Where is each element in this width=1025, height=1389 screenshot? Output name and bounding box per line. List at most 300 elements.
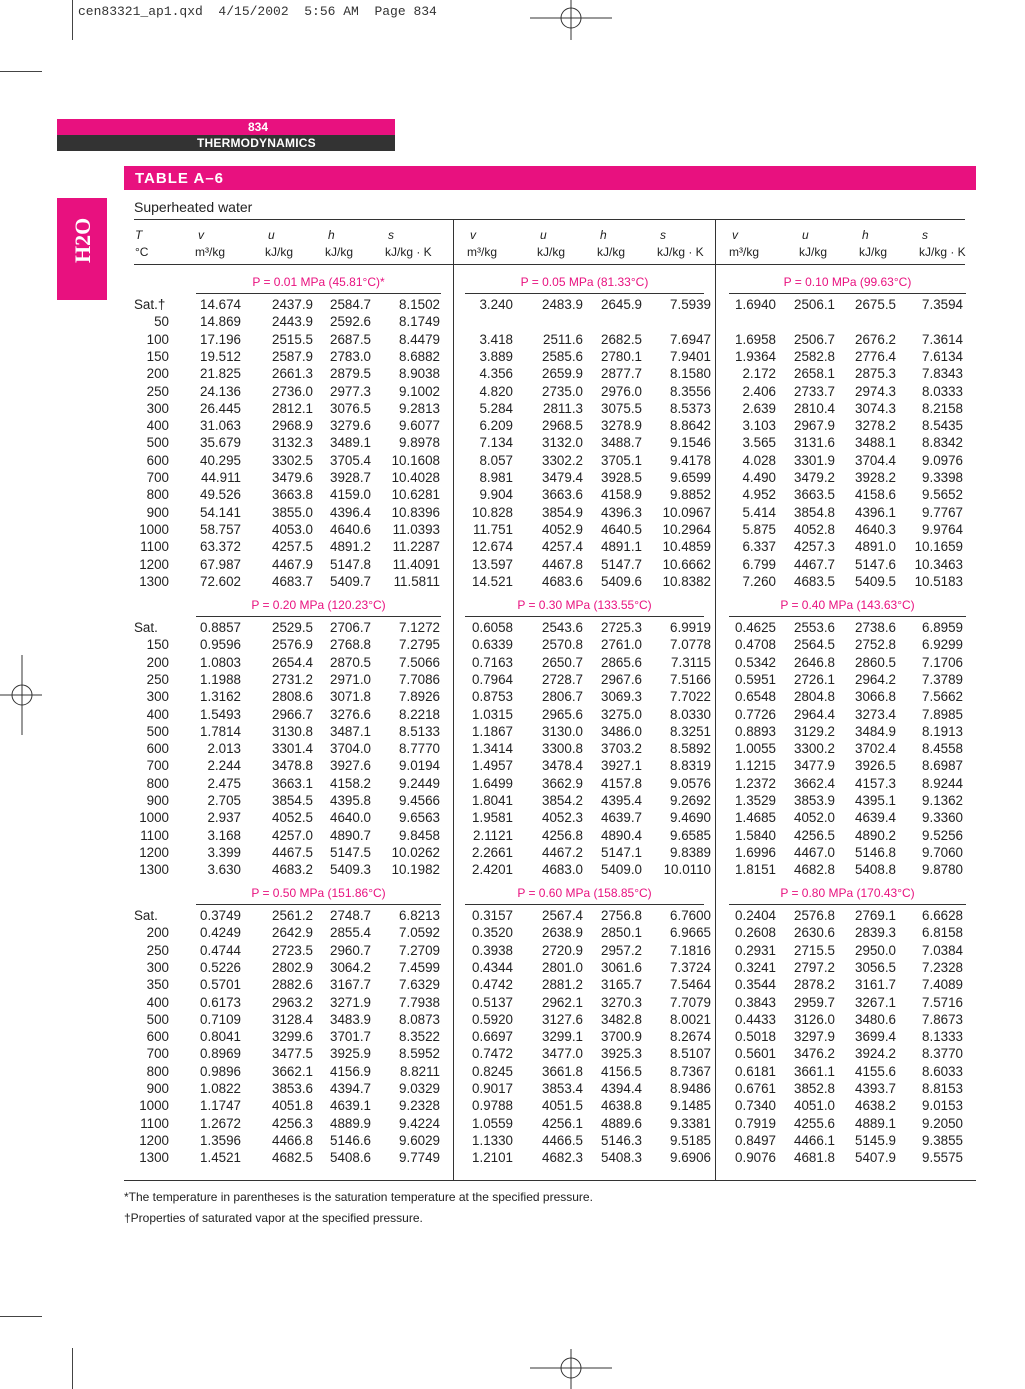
column-unit: kJ/kg bbox=[265, 245, 294, 259]
side-tab-label: H2O bbox=[70, 217, 95, 263]
value-cell: 2584.7 bbox=[330, 297, 371, 312]
value-cell: 4683.6 bbox=[542, 573, 583, 589]
value-cell: 2437.9 bbox=[272, 297, 313, 312]
value-cell: 4053.0 bbox=[272, 521, 313, 537]
value-cell: 8.6882 bbox=[399, 348, 440, 364]
value-cell: 9.3381 bbox=[670, 1115, 711, 1131]
value-cell: 9.4224 bbox=[399, 1115, 440, 1131]
value-cell: 8.3556 bbox=[670, 383, 711, 399]
value-cell: 8.2158 bbox=[922, 400, 963, 416]
value-cell: 3300.8 bbox=[542, 741, 583, 757]
value-cell: 0.3241 bbox=[735, 959, 776, 975]
temperature-cell: 250 bbox=[146, 942, 169, 958]
value-cell: 7.7086 bbox=[399, 671, 440, 687]
value-cell: 3301.9 bbox=[794, 452, 835, 468]
value-cell: 6.9299 bbox=[922, 637, 963, 653]
value-cell: 1.1215 bbox=[735, 758, 776, 774]
value-cell: 9.4566 bbox=[399, 793, 440, 808]
column-symbol: v bbox=[470, 228, 476, 242]
value-cell: 8.057 bbox=[479, 452, 513, 468]
value-cell: 10.8396 bbox=[391, 504, 440, 520]
value-cell: 1.0055 bbox=[735, 741, 776, 757]
value-cell: 4639.1 bbox=[330, 1098, 371, 1114]
value-cell: 3662.4 bbox=[794, 775, 835, 791]
value-cell: 2974.3 bbox=[855, 383, 896, 399]
value-cell: 3484.9 bbox=[855, 723, 896, 739]
value-cell: 0.3544 bbox=[735, 977, 776, 993]
value-cell: 0.3749 bbox=[200, 908, 241, 923]
value-cell: 6.337 bbox=[742, 539, 776, 555]
value-cell: 1.3162 bbox=[200, 689, 241, 705]
value-cell: 3703.2 bbox=[601, 741, 642, 757]
value-cell: 8.2674 bbox=[670, 1029, 711, 1045]
value-cell: 3066.8 bbox=[855, 689, 896, 705]
value-cell: 3477.5 bbox=[272, 1046, 313, 1062]
value-cell: 44.911 bbox=[201, 470, 241, 485]
value-cell: 4889.9 bbox=[330, 1115, 371, 1131]
value-cell: 0.9017 bbox=[472, 1081, 513, 1096]
value-cell: 3064.2 bbox=[330, 959, 371, 975]
value-cell: 2585.6 bbox=[542, 348, 583, 364]
value-cell: 1.5840 bbox=[735, 827, 776, 843]
value-cell: 4257.0 bbox=[272, 827, 313, 843]
value-cell: 0.5701 bbox=[200, 977, 241, 993]
value-cell: 3297.9 bbox=[794, 1029, 835, 1045]
value-cell: 3299.1 bbox=[542, 1029, 583, 1045]
value-cell: 5146.6 bbox=[330, 1132, 371, 1148]
value-cell: 9.7060 bbox=[922, 844, 963, 860]
column-unit: kJ/kg bbox=[799, 245, 828, 259]
value-cell: 9.904 bbox=[479, 487, 513, 503]
value-cell: 10.4028 bbox=[391, 470, 440, 485]
value-cell: 4890.4 bbox=[601, 827, 642, 843]
value-cell: 7.5066 bbox=[399, 654, 440, 670]
value-cell: 3854.5 bbox=[272, 793, 313, 808]
value-cell: 2706.7 bbox=[330, 620, 371, 635]
value-cell: 9.0194 bbox=[399, 758, 440, 774]
value-cell: 3267.1 bbox=[855, 994, 896, 1010]
value-cell: 3126.0 bbox=[794, 1011, 835, 1027]
value-cell: 2592.6 bbox=[330, 314, 371, 330]
value-cell: 4256.5 bbox=[794, 827, 835, 843]
value-cell: 2877.7 bbox=[601, 366, 642, 382]
value-cell: 4395.1 bbox=[855, 793, 896, 808]
value-cell: 4467.2 bbox=[542, 844, 583, 860]
value-cell: 5409.7 bbox=[330, 573, 371, 589]
value-cell: 0.6697 bbox=[472, 1029, 513, 1045]
value-cell: 10.8382 bbox=[662, 573, 711, 589]
value-cell: 2675.5 bbox=[855, 297, 896, 312]
value-cell: 2650.7 bbox=[542, 654, 583, 670]
crop-mark bbox=[0, 71, 42, 72]
value-cell: 2720.9 bbox=[542, 942, 583, 958]
value-cell: 6.8158 bbox=[922, 925, 963, 941]
value-cell: 5147.7 bbox=[601, 556, 642, 572]
value-cell: 0.6761 bbox=[735, 1081, 776, 1096]
value-cell: 4156.9 bbox=[330, 1063, 371, 1079]
column-symbol: v bbox=[198, 228, 204, 242]
value-cell: 8.5952 bbox=[399, 1046, 440, 1062]
value-cell: 2966.7 bbox=[272, 706, 313, 722]
value-cell: 4683.5 bbox=[794, 573, 835, 589]
value-cell: 3479.6 bbox=[272, 470, 313, 485]
footnote-2: †Properties of saturated vapor at the specified pressure. bbox=[124, 1211, 423, 1225]
value-cell: 10.3463 bbox=[914, 556, 963, 572]
value-cell: 8.0330 bbox=[670, 706, 711, 722]
column-symbol: v bbox=[732, 228, 738, 242]
value-cell: 3925.9 bbox=[330, 1046, 371, 1062]
value-cell: 0.7964 bbox=[472, 671, 513, 687]
value-cell: 3928.7 bbox=[330, 470, 371, 485]
value-cell: 4890.7 bbox=[330, 827, 371, 843]
value-cell: 2515.5 bbox=[272, 331, 313, 347]
value-cell: 1.1747 bbox=[200, 1098, 241, 1114]
value-cell: 0.9896 bbox=[200, 1063, 241, 1079]
value-cell: 2687.5 bbox=[330, 331, 371, 347]
value-cell: 6.8959 bbox=[922, 620, 963, 635]
value-cell: 4158.6 bbox=[855, 487, 896, 503]
value-cell: 4889.1 bbox=[855, 1115, 896, 1131]
table-title: TABLE A–6 bbox=[135, 170, 225, 187]
column-symbol: u bbox=[802, 228, 809, 242]
value-cell: 4052.8 bbox=[794, 521, 835, 537]
column-unit: kJ/kg bbox=[325, 245, 354, 259]
value-cell: 4683.2 bbox=[272, 862, 313, 878]
column-symbol: s bbox=[922, 228, 928, 242]
value-cell: 7.5662 bbox=[922, 689, 963, 705]
value-cell: 2731.2 bbox=[272, 671, 313, 687]
value-cell: 7.1816 bbox=[670, 942, 711, 958]
value-cell: 2783.0 bbox=[330, 348, 371, 364]
value-cell: 4891.1 bbox=[601, 539, 642, 555]
value-cell: 2776.4 bbox=[855, 348, 896, 364]
value-cell: 8.0333 bbox=[922, 383, 963, 399]
value-cell: 0.5226 bbox=[200, 959, 241, 975]
value-cell: 3479.2 bbox=[794, 470, 835, 485]
temperature-cell: 300 bbox=[146, 959, 169, 975]
value-cell: 7.260 bbox=[742, 573, 776, 589]
value-cell: 2812.1 bbox=[272, 400, 313, 416]
temperature-cell: 700 bbox=[146, 470, 169, 485]
value-cell: 0.8245 bbox=[472, 1063, 513, 1079]
value-cell: 3926.5 bbox=[855, 758, 896, 774]
temperature-cell: 500 bbox=[146, 723, 169, 739]
temperature-cell: 800 bbox=[146, 775, 169, 791]
pressure-header: P = 0.40 MPa (143.63°C) bbox=[780, 598, 915, 612]
value-cell: 0.5601 bbox=[735, 1046, 776, 1062]
value-cell: 4467.8 bbox=[542, 556, 583, 572]
value-cell: 4682.8 bbox=[794, 862, 835, 878]
value-cell: 11.4091 bbox=[392, 556, 440, 572]
value-cell: 26.445 bbox=[200, 400, 241, 416]
registration-mark-icon bbox=[0, 655, 42, 735]
value-cell: 2860.5 bbox=[855, 654, 896, 670]
value-cell: 2748.7 bbox=[330, 908, 371, 923]
value-cell: 13.597 bbox=[472, 556, 513, 572]
value-cell: 2582.8 bbox=[794, 348, 835, 364]
value-cell: 4052.9 bbox=[542, 521, 583, 537]
value-cell: 8.1333 bbox=[922, 1029, 963, 1045]
value-cell: 5.414 bbox=[742, 504, 776, 520]
value-cell: 4155.6 bbox=[855, 1063, 896, 1079]
value-cell: 1.5493 bbox=[200, 706, 241, 722]
value-cell: 9.8458 bbox=[399, 827, 440, 843]
pressure-header-rule bbox=[465, 293, 704, 294]
value-cell: 6.7600 bbox=[670, 908, 711, 923]
value-cell: 10.828 bbox=[472, 504, 513, 520]
value-cell: 0.6173 bbox=[200, 994, 241, 1010]
value-cell: 9.0576 bbox=[670, 775, 711, 791]
value-cell: 4394.7 bbox=[330, 1081, 371, 1096]
temperature-cell: 200 bbox=[146, 925, 169, 941]
value-cell: 9.2050 bbox=[922, 1115, 963, 1131]
value-cell: 1.6499 bbox=[472, 775, 513, 791]
registration-mark-icon bbox=[530, 0, 612, 40]
value-cell: 7.6134 bbox=[922, 348, 963, 364]
value-cell: 8.8642 bbox=[670, 418, 711, 434]
temperature-cell: Sat. bbox=[134, 620, 158, 635]
value-cell: 11.0393 bbox=[392, 521, 440, 537]
value-cell: 3.103 bbox=[742, 418, 776, 434]
value-cell: 3662.9 bbox=[542, 775, 583, 791]
value-cell: 2.1121 bbox=[473, 827, 513, 843]
value-cell: 9.2449 bbox=[399, 775, 440, 791]
value-cell: 3853.9 bbox=[794, 793, 835, 808]
value-cell: 4467.0 bbox=[794, 844, 835, 860]
value-cell: 8.7367 bbox=[670, 1063, 711, 1079]
value-cell: 2561.2 bbox=[272, 908, 313, 923]
value-cell: 8.1502 bbox=[399, 297, 440, 312]
value-cell: 4157.3 bbox=[855, 775, 896, 791]
column-unit: m³/kg bbox=[467, 245, 497, 259]
temperature-cell: 1000 bbox=[139, 810, 169, 826]
value-cell: 7.1272 bbox=[399, 620, 440, 635]
temperature-cell: 150 bbox=[146, 637, 169, 653]
value-cell: 2.172 bbox=[742, 366, 776, 382]
value-cell: 14.674 bbox=[200, 297, 241, 312]
crop-mark bbox=[0, 1316, 42, 1317]
value-cell: 12.674 bbox=[472, 539, 513, 555]
value-cell: 1.0315 bbox=[472, 706, 513, 722]
pressure-header-rule bbox=[729, 904, 966, 905]
pressure-header: P = 0.01 MPa (45.81°C)* bbox=[252, 275, 385, 289]
temperature-cell: 100 bbox=[146, 331, 169, 347]
value-cell: 5408.8 bbox=[855, 862, 896, 878]
pressure-header-rule bbox=[196, 904, 441, 905]
value-cell: 3663.6 bbox=[542, 487, 583, 503]
value-cell: 3488.7 bbox=[601, 435, 642, 451]
value-cell: 3270.3 bbox=[601, 994, 642, 1010]
value-cell: 3076.5 bbox=[330, 400, 371, 416]
temperature-cell: 200 bbox=[146, 366, 169, 382]
value-cell: 9.8852 bbox=[670, 487, 711, 503]
value-cell: 2797.2 bbox=[794, 959, 835, 975]
temperature-cell: 200 bbox=[146, 654, 169, 670]
value-cell: 0.4708 bbox=[735, 637, 776, 653]
page-header bbox=[57, 119, 395, 151]
value-cell: 4889.6 bbox=[601, 1115, 642, 1131]
value-cell: 4.028 bbox=[742, 452, 776, 468]
value-cell: 2676.2 bbox=[855, 331, 896, 347]
value-cell: 4640.5 bbox=[601, 521, 642, 537]
value-cell: 24.136 bbox=[200, 383, 241, 399]
value-cell: 8.0021 bbox=[670, 1011, 711, 1027]
column-unit: m³/kg bbox=[195, 245, 225, 259]
value-cell: 2752.8 bbox=[855, 637, 896, 653]
value-cell: 8.4558 bbox=[922, 741, 963, 757]
value-cell: 2802.9 bbox=[272, 959, 313, 975]
value-cell: 2875.3 bbox=[855, 366, 896, 382]
column-unit: m³/kg bbox=[729, 245, 759, 259]
value-cell: 8.9486 bbox=[670, 1081, 711, 1096]
value-cell: 4052.5 bbox=[272, 810, 313, 826]
value-cell: 7.5166 bbox=[670, 671, 711, 687]
value-cell: 9.3855 bbox=[922, 1132, 963, 1148]
crop-mark bbox=[72, 1348, 73, 1389]
value-cell: 4682.3 bbox=[542, 1150, 583, 1166]
value-cell: 1.1988 bbox=[200, 671, 241, 687]
value-cell: 0.2931 bbox=[735, 942, 776, 958]
value-cell: 3130.0 bbox=[542, 723, 583, 739]
value-cell: 2808.6 bbox=[272, 689, 313, 705]
value-cell: 8.5435 bbox=[922, 418, 963, 434]
value-cell: 2.2661 bbox=[472, 844, 513, 860]
value-cell: 4395.4 bbox=[601, 793, 642, 808]
value-cell: 3271.9 bbox=[330, 994, 371, 1010]
value-cell: 8.0873 bbox=[399, 1011, 440, 1027]
value-cell: 7.8343 bbox=[922, 366, 963, 382]
value-cell: 2682.5 bbox=[601, 331, 642, 347]
value-cell: 4396.4 bbox=[330, 504, 371, 520]
value-cell: 4639.4 bbox=[855, 810, 896, 826]
value-cell: 0.8497 bbox=[735, 1132, 776, 1148]
value-cell: 2726.1 bbox=[794, 671, 835, 687]
value-cell: 7.3724 bbox=[670, 959, 711, 975]
value-cell: 49.526 bbox=[200, 487, 241, 503]
value-cell: 4394.4 bbox=[601, 1081, 642, 1096]
value-cell: 1.8041 bbox=[472, 793, 513, 808]
temp-symbol: T bbox=[135, 228, 143, 242]
value-cell: 6.799 bbox=[742, 556, 776, 572]
value-cell: 7.0592 bbox=[399, 925, 440, 941]
value-cell: 10.1982 bbox=[391, 862, 440, 878]
value-cell: 3488.1 bbox=[855, 435, 896, 451]
value-cell: 3486.0 bbox=[601, 723, 642, 739]
value-cell: 2957.2 bbox=[601, 942, 642, 958]
value-cell: 2756.8 bbox=[601, 908, 642, 923]
value-cell: 3.418 bbox=[479, 331, 513, 347]
column-unit: kJ/kg · K bbox=[657, 245, 704, 259]
value-cell: 2968.5 bbox=[542, 418, 583, 434]
column-symbol: h bbox=[862, 228, 869, 242]
value-cell: 1.0803 bbox=[200, 654, 241, 670]
value-cell: 4638.2 bbox=[855, 1098, 896, 1114]
value-cell: 2965.6 bbox=[542, 706, 583, 722]
value-cell: 0.5342 bbox=[735, 654, 776, 670]
value-cell: 8.1913 bbox=[922, 723, 963, 739]
value-cell: 8.6987 bbox=[922, 758, 963, 774]
value-cell: 3.168 bbox=[207, 827, 241, 843]
value-cell: 4640.6 bbox=[330, 521, 371, 537]
column-unit: kJ/kg · K bbox=[385, 245, 432, 259]
value-cell: 8.5373 bbox=[670, 400, 711, 416]
value-cell: 4159.0 bbox=[330, 487, 371, 503]
temperature-cell: 900 bbox=[146, 793, 169, 808]
value-cell: 2960.7 bbox=[330, 942, 371, 958]
value-cell: 4.820 bbox=[479, 383, 513, 399]
value-cell: 2570.8 bbox=[542, 637, 583, 653]
value-cell: 7.8985 bbox=[922, 706, 963, 722]
value-cell: 3477.9 bbox=[794, 758, 835, 774]
book-title-bar bbox=[57, 135, 395, 151]
value-cell: 6.6628 bbox=[922, 908, 963, 923]
value-cell: 3.889 bbox=[479, 348, 513, 364]
value-cell: 10.6281 bbox=[391, 487, 440, 503]
value-cell: 10.4859 bbox=[662, 539, 711, 555]
value-cell: 2659.9 bbox=[542, 366, 583, 382]
value-cell: 7.4089 bbox=[922, 977, 963, 993]
value-cell: 3275.0 bbox=[601, 706, 642, 722]
value-cell: 3131.6 bbox=[794, 435, 835, 451]
print-slug: cen83321_ap1.qxd 4/15/2002 5:56 AM Page 834 bbox=[78, 4, 437, 19]
value-cell: 2511.6 bbox=[543, 331, 583, 347]
value-cell: 0.4249 bbox=[200, 925, 241, 941]
pressure-header: P = 0.60 MPa (158.85°C) bbox=[517, 886, 652, 900]
value-cell: 2725.3 bbox=[601, 620, 642, 635]
value-cell: 0.5951 bbox=[735, 671, 776, 687]
value-cell: 4891.0 bbox=[855, 539, 896, 555]
value-cell: 9.1485 bbox=[670, 1098, 711, 1114]
value-cell: 0.2404 bbox=[735, 908, 776, 923]
value-cell: 3130.8 bbox=[272, 723, 313, 739]
value-cell: 8.2218 bbox=[399, 706, 440, 722]
value-cell: 3853.4 bbox=[542, 1081, 583, 1096]
value-cell: 9.6906 bbox=[670, 1150, 711, 1166]
value-cell: 9.9764 bbox=[922, 521, 963, 537]
temperature-cell: 1300 bbox=[139, 1150, 169, 1166]
pressure-header-rule bbox=[729, 616, 966, 617]
value-cell: 14.521 bbox=[472, 573, 513, 589]
value-cell: 4466.8 bbox=[272, 1132, 313, 1148]
value-cell: 3.240 bbox=[479, 297, 513, 312]
value-cell: 4051.5 bbox=[542, 1098, 583, 1114]
value-cell: 7.3115 bbox=[671, 654, 711, 670]
value-cell: 4257.4 bbox=[542, 539, 583, 555]
value-cell: 3483.9 bbox=[330, 1011, 371, 1027]
value-cell: 3479.4 bbox=[542, 470, 583, 485]
value-cell: 3132.3 bbox=[272, 435, 313, 451]
value-cell: 7.8926 bbox=[399, 689, 440, 705]
temperature-cell: Sat.† bbox=[134, 297, 166, 312]
value-cell: 2967.9 bbox=[794, 418, 835, 434]
temperature-cell: 800 bbox=[146, 1063, 169, 1079]
value-cell: 5147.8 bbox=[330, 556, 371, 572]
value-cell: 4467.9 bbox=[272, 556, 313, 572]
value-cell: 0.4625 bbox=[735, 620, 776, 635]
value-cell: 1.6958 bbox=[735, 331, 776, 347]
value-cell: 2735.0 bbox=[542, 383, 583, 399]
value-cell: 1.4521 bbox=[200, 1150, 241, 1166]
value-cell: 4158.9 bbox=[601, 487, 642, 503]
table-subtitle: Superheated water bbox=[134, 199, 253, 215]
value-cell: 10.6662 bbox=[662, 556, 711, 572]
value-cell: 2839.3 bbox=[855, 925, 896, 941]
value-cell: 4256.1 bbox=[542, 1115, 583, 1131]
value-cell: 8.9038 bbox=[399, 366, 440, 382]
value-cell: 2654.4 bbox=[272, 654, 313, 670]
value-cell: 3074.3 bbox=[855, 400, 896, 416]
column-unit: kJ/kg bbox=[597, 245, 626, 259]
